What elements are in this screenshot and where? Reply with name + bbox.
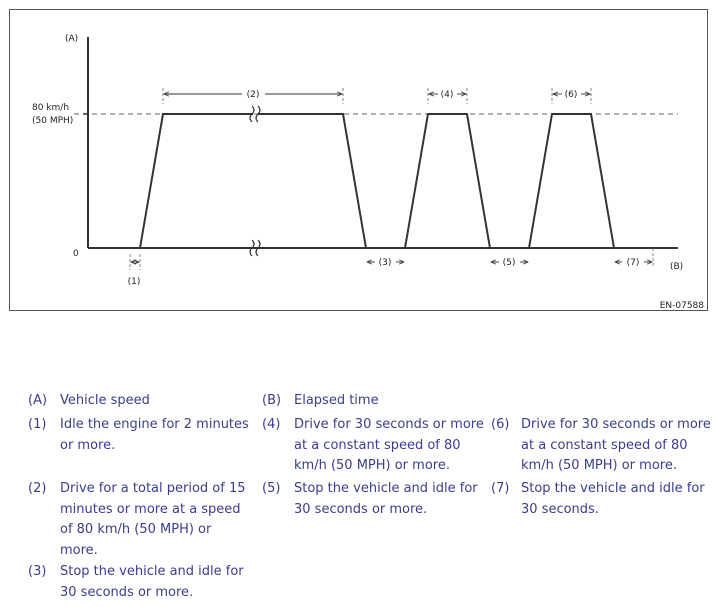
- legend-code: (4): [262, 417, 281, 432]
- x-axis-label: (B): [670, 262, 684, 272]
- legend-code: (5): [262, 481, 281, 496]
- zero-label: 0: [73, 249, 79, 259]
- speed-label-line1: 80 km/h: [32, 103, 70, 113]
- legend-code: (1): [28, 417, 47, 432]
- legend-text: Idle the engine for 2 minutes or more.: [60, 417, 249, 453]
- legend-text: Elapsed time: [294, 393, 379, 408]
- legend-code: (6): [491, 417, 510, 432]
- legend-code: (A): [28, 393, 48, 408]
- step-label-3: (3): [378, 258, 392, 268]
- legend-text: Drive for a total period of 15 minutes or more at a speed of 80 km/h (50 MPH) or more.: [60, 481, 246, 558]
- legend-code: (B): [262, 393, 282, 408]
- step-label-2: (2): [246, 90, 260, 100]
- legend-text: Stop the vehicle and idle for 30 seconds or more.: [294, 481, 478, 517]
- legend-code: (3): [28, 564, 47, 579]
- legend-text: Drive for 30 seconds or more at a constant speed of 80 km/h (50 MPH) or more.: [521, 417, 711, 473]
- step-label-4: (4): [440, 90, 454, 100]
- step-label-5: (5): [502, 258, 516, 268]
- speed-label-line2: (50 MPH): [32, 116, 74, 126]
- legend-text: Stop the vehicle and idle for 30 seconds or more.: [60, 564, 244, 600]
- figure-id: EN-07588: [659, 301, 704, 311]
- legend-text: Stop the vehicle and idle for 30 seconds.: [521, 481, 705, 517]
- step-label-1: (1): [127, 277, 141, 287]
- legend-code: (2): [28, 481, 47, 496]
- step-label-6: (6): [564, 90, 578, 100]
- y-axis-label: (A): [65, 34, 79, 44]
- legend-text: Vehicle speed: [60, 393, 150, 408]
- legend-text: Drive for 30 seconds or more at a constant speed of 80 km/h (50 MPH) or more.: [294, 417, 484, 473]
- step-label-7: (7): [626, 258, 640, 268]
- legend-code: (7): [491, 481, 510, 496]
